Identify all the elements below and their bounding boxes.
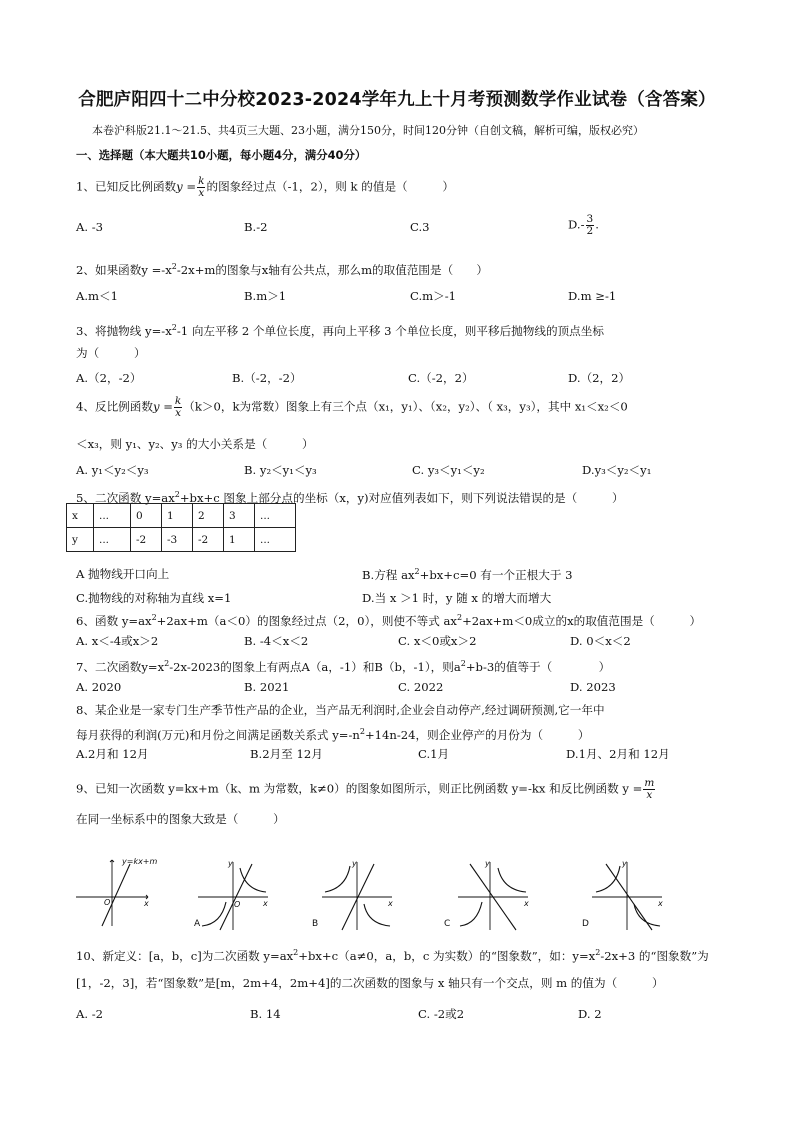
- graph-d: [592, 862, 662, 930]
- question-10-line2: [1，-2，3]，若“图象数”是[m，2m+4，2m+4]的二次函数的图象与 x 轴只有一个交点，则 m 的值为（ ）: [76, 976, 664, 990]
- q10-option-a[interactable]: A. -2: [76, 1007, 104, 1021]
- q3-option-d[interactable]: D.（2，2）: [568, 371, 631, 385]
- q1-option-d[interactable]: D.- $\frac{3}{2}$ .: [568, 213, 599, 237]
- question-3-line2: 为（ ）: [76, 346, 146, 360]
- q7-option-a[interactable]: A. 2020: [76, 680, 122, 694]
- q1-stem: 1、已知反比例函数: [76, 179, 177, 194]
- x-axis-label-c: x: [524, 899, 529, 908]
- q6-option-a[interactable]: A. x＜-4或x＞2: [76, 634, 159, 648]
- q2-option-b[interactable]: B.m＞1: [244, 289, 287, 303]
- section-heading: 一、选择题（本大题共10小题，每小题4分，满分40分）: [76, 148, 367, 162]
- origin-label-a: O: [234, 900, 241, 909]
- question-7: 7、二次函数$y=x^2-2x-2023$的图象上有两点A（a，-1）和B（b，-1），则$a^2+b-3$的值等于（ ）: [76, 659, 611, 674]
- page-title: 合肥庐阳四十二中分校2023-2024学年九上十月考预测数学作业试卷（含答案）: [78, 90, 716, 110]
- y-axis-label-a: y: [228, 859, 233, 868]
- q3-option-a[interactable]: A.（2，-2）: [76, 371, 142, 385]
- q5-option-d[interactable]: D.当 x ＞1 时，y 随 x 的增大而增大: [362, 591, 552, 605]
- q2-option-a[interactable]: A.m＜1: [76, 289, 119, 303]
- graph-c-label[interactable]: C: [444, 919, 451, 929]
- q4-option-a[interactable]: A. y₁＜y₂＜y₃: [76, 463, 149, 477]
- q2-option-d[interactable]: D.m ≥-1: [568, 289, 617, 303]
- q8-option-d[interactable]: D.1月、2月和 12月: [566, 747, 670, 761]
- x-axis-label-d: x: [658, 899, 663, 908]
- main-graph: [76, 860, 148, 926]
- q1-option-a[interactable]: A. -3: [76, 220, 104, 234]
- graph-b: [322, 862, 392, 930]
- table-row: y ... -2 -3 -2 1 ...: [67, 528, 296, 552]
- question-8-line2: 每月获得的利润(万元)和月份之间满足函数关系式 $y=-n^2+14n-24$，则企业停产的月份为（ ）: [76, 727, 590, 742]
- q4-option-b[interactable]: B. y₂＜y₁＜y₃: [244, 463, 317, 477]
- q6-option-d[interactable]: D. 0＜x＜2: [570, 634, 631, 648]
- fraction-3-over-2: $\frac{3}{2}$: [586, 213, 594, 237]
- q6-option-b[interactable]: B. -4＜x＜2: [244, 634, 309, 648]
- question-3: 3、将抛物线 $y=-x^2-1$ 向左平移 2 个单位长度，再向上平移 3 个单位长度，则平移后抛物线的顶点坐标: [76, 323, 604, 338]
- question-2: 2、如果函数$y =-x^2-2x+m$的图象与x轴有公共点，那么m的取值范围是（ ）: [76, 262, 488, 277]
- main-graph-label: y=kx+m: [122, 857, 158, 866]
- y-axis-label-c: y: [485, 859, 490, 868]
- q8-option-b[interactable]: B.2月至 12月: [250, 747, 323, 761]
- q1-option-b[interactable]: B.-2: [244, 220, 268, 234]
- y-axis-label-b: y: [352, 859, 357, 868]
- q10-option-d[interactable]: D. 2: [578, 1007, 602, 1021]
- graph-c: [458, 862, 528, 930]
- question-1: [76, 176, 454, 199]
- origin-label: O: [104, 898, 111, 907]
- q5-option-b[interactable]: B.方程 $ax^2+bx+c=0$ 有一个正根大于 3: [362, 567, 573, 582]
- q8-option-c[interactable]: C.1月: [418, 747, 450, 761]
- question-8: 8、某企业是一家专门生产季节性产品的企业，当产品无利润时,企业会自动停产,经过调研预测,它一年中: [76, 703, 605, 717]
- q2-option-c[interactable]: C.m＞-1: [410, 289, 457, 303]
- intro-text: 本卷沪科版21.1～21.5、共4页三大题、23小题，满分150分，时间120分钟（自创文稿，解析可编，版权必究）: [92, 124, 644, 137]
- q5-option-a[interactable]: A 抛物线开口向上: [76, 567, 170, 581]
- x-axis-label-a: x: [263, 899, 268, 908]
- fraction-k-over-x: $\frac{k}{x}$: [198, 175, 205, 199]
- q1-stem-end: 的图象经过点（-1，2），则 k 的值是（ ）: [206, 179, 455, 194]
- q7-option-b[interactable]: B. 2021: [244, 680, 290, 694]
- question-4: 4、反比例函数y = $\frac{k}{x}$ （k＞0，k为常数）图象上有三个点（x₁，y₁）、（x₂，y₂）、（ x₃，y₃），其中 x₁＜x₂＜0: [76, 395, 628, 419]
- value-table: [66, 503, 296, 552]
- question-4-line2: ＜x₃，则 y₁、y₂、y₃ 的大小关系是（ ）: [76, 437, 314, 451]
- q9-graphs: [70, 852, 740, 932]
- q3-option-b[interactable]: B.（-2，-2）: [232, 371, 302, 385]
- q7-option-d[interactable]: D. 2023: [570, 680, 616, 694]
- q1-option-c[interactable]: C.3: [410, 220, 430, 234]
- q4-option-d[interactable]: D.y₃＜y₂＜y₁: [582, 463, 652, 477]
- q10-option-c[interactable]: C. -2或2: [418, 1007, 465, 1021]
- q1-y: y =: [176, 179, 197, 194]
- question-5: 5、二次函数 $y=ax^2+bx+c$ 图象上部分点的坐标（x，y)对应值列表如下，则下列说法错误的是（ ）: [76, 490, 624, 505]
- x-axis-label-b: x: [388, 899, 393, 908]
- q8-option-a[interactable]: A.2月和 12月: [76, 747, 149, 761]
- q7-option-c[interactable]: C. 2022: [398, 680, 444, 694]
- graph-b-label[interactable]: B: [312, 919, 319, 929]
- q4-option-c[interactable]: C. y₃＜y₁＜y₂: [412, 463, 485, 477]
- question-9-line2: 在同一坐标系中的图象大致是（ ）: [76, 812, 285, 826]
- question-9: 9、已知一次函数 y=kx+m（k、m 为常数，k≠0）的图象如图所示，则正比例函数 y=-kx 和反比例函数 y = $\frac{m}{x}$: [76, 777, 655, 801]
- graph-d-label[interactable]: D: [582, 919, 589, 929]
- question-6: 6、函数 $y=ax^2+2ax+m(a<0)$的图象经过点（2，0），则使不等式 $ax^2+2ax+m<0$成立的x的取值范围是（ ）: [76, 613, 702, 628]
- q5-option-c[interactable]: C.抛物线的对称轴为直线 x=1: [76, 591, 232, 605]
- graph-a-label[interactable]: A: [194, 919, 201, 929]
- table-row: x ... 0 1 2 3 ...: [67, 504, 296, 528]
- fraction-k-over-x-2: $\frac{k}{x}$: [174, 395, 182, 419]
- q3-option-c[interactable]: C.（-2，2）: [408, 371, 474, 385]
- x-axis-label: x: [144, 899, 149, 908]
- fraction-m-over-x: $\frac{m}{x}$: [644, 777, 655, 801]
- q10-option-b[interactable]: B. 14: [250, 1007, 281, 1021]
- graph-a: [198, 862, 268, 930]
- question-10: 10、新定义：[a，b，c]为二次函数 $y=ax^2+bx+c(a\ne 0$，a，b，c 为实数）的“图象数”，如：$y=x^2-2x+3$ 的“图象数”为: [76, 948, 709, 963]
- y-axis-label-d: y: [622, 859, 627, 868]
- q6-option-c[interactable]: C. x＜0或x＞2: [398, 634, 477, 648]
